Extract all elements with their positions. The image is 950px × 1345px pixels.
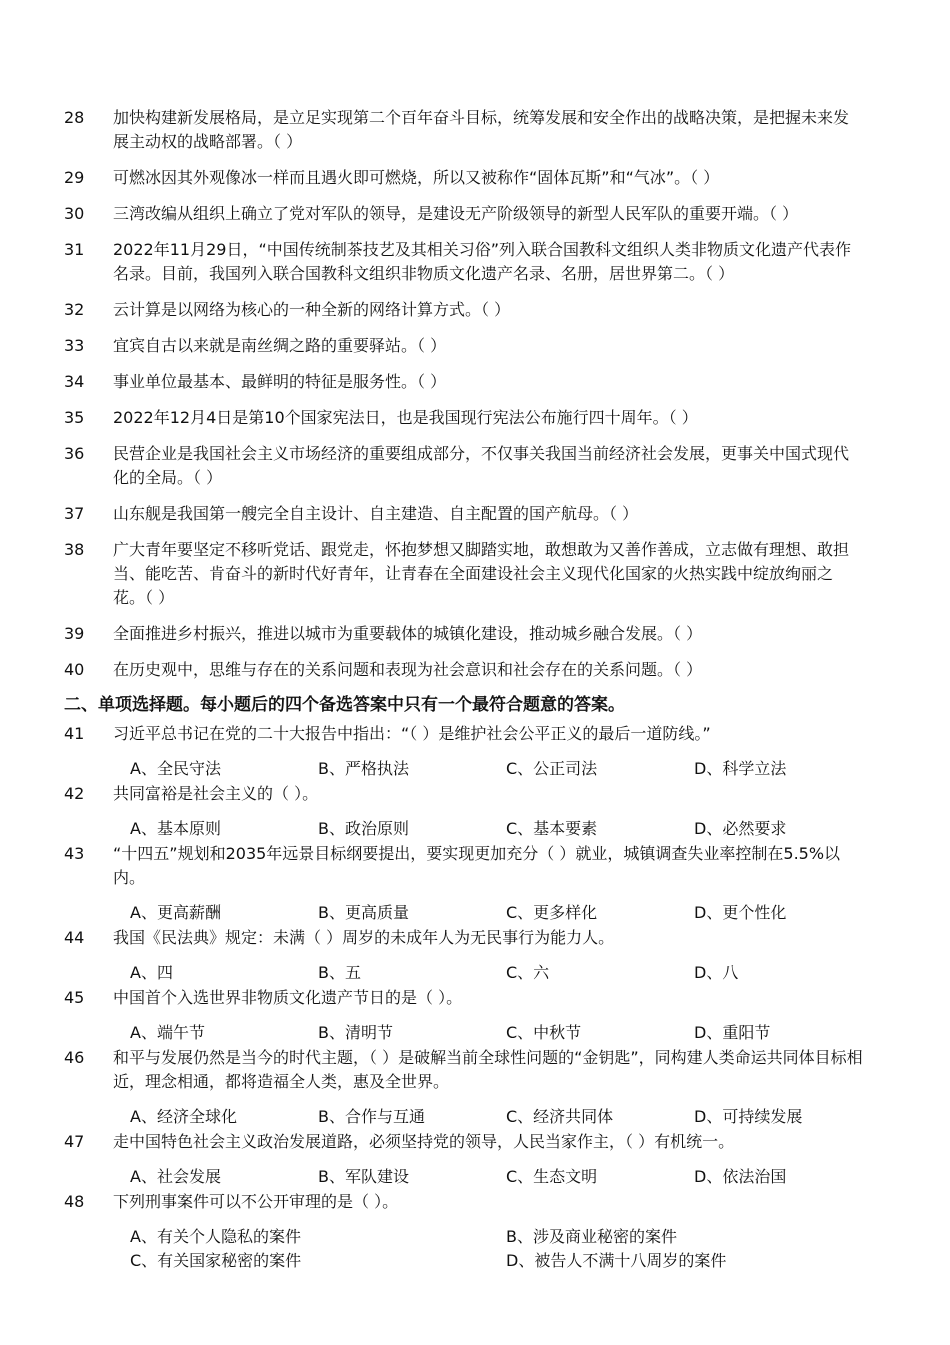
options-row [130,1165,890,1189]
option-b[interactable]: B、合作与互通 [318,1107,425,1126]
option-d[interactable]: D、被告人不满十八周岁的案件 [506,1251,727,1270]
question-text: 可燃冰因其外观像冰一样而且遇火即可燃烧，所以又被称作“固体瓦斯”和“气冰”。（ ） [113,168,720,187]
question-number: 44 [64,928,85,947]
option-a[interactable]: A、更高薪酬 [130,903,221,922]
question-number: 28 [64,108,85,127]
option-d[interactable]: D、依法治国 [694,1167,787,1186]
question-text: 走中国特色社会主义政治发展道路，必须坚持党的领导，人民当家作主，（ ）有机统一。 [113,1132,735,1151]
options-row [130,1105,890,1129]
option-b[interactable]: B、严格执法 [318,759,409,778]
option-c[interactable]: C、有关国家秘密的案件 [130,1251,302,1270]
options-row [130,1225,890,1249]
option-b[interactable]: B、五 [318,963,361,982]
question-text: 民营企业是我国社会主义市场经济的重要组成部分，不仅事关我国当前经济社会发展，更事关中国式现代化的全局。（ ） [113,444,850,487]
question-number: 47 [64,1132,85,1151]
question-text: 全面推进乡村振兴，推进以城市为重要载体的城镇化建设，推动城乡融合发展。（ ） [113,624,703,643]
question-text: 习近平总书记在党的二十大报告中指出：“（ ）是维护社会公平正义的最后一道防线。” [113,724,711,743]
option-c[interactable]: C、中秋节 [506,1023,582,1042]
option-d[interactable]: D、更个性化 [694,903,787,922]
options-row [130,1249,890,1273]
option-d[interactable]: D、重阳节 [694,1023,771,1042]
question-number: 29 [64,168,85,187]
question-number: 33 [64,336,85,355]
section-heading: 二、单项选择题。每小题后的四个备选答案中只有一个最符合题意的答案。 [64,695,625,715]
option-a[interactable]: A、有关个人隐私的案件 [130,1227,301,1246]
option-c[interactable]: C、更多样化 [506,903,598,922]
question-number: 34 [64,372,85,391]
option-a[interactable]: A、经济全球化 [130,1107,237,1126]
option-b[interactable]: B、涉及商业秘密的案件 [506,1227,677,1246]
question-number: 43 [64,844,85,863]
option-b[interactable]: B、政治原则 [318,819,409,838]
question-text: 2022年12月4日是第10个国家宪法日，也是我国现行宪法公布施行四十周年。（ ） [113,408,698,427]
question-text: 宜宾自古以来就是南丝绸之路的重要驿站。（ ） [113,336,447,355]
option-b[interactable]: B、清明节 [318,1023,393,1042]
question-text: 共同富裕是社会主义的（ ）。 [113,784,319,803]
question-text: “十四五”规划和2035年远景目标纲要提出，要实现更加充分（ ）就业，城镇调查失业率控制在5.5%以内。 [113,844,841,887]
question-number: 40 [64,660,85,679]
question-text: 2022年11月29日，“中国传统制茶技艺及其相关习俗”列入联合国教科文组织人类非物质文化遗产代表作名录。目前，我国列入联合国教科文组织非物质文化遗产名录、名册，居世界第二。（ ） [113,240,852,283]
option-a[interactable]: A、社会发展 [130,1167,221,1186]
option-a[interactable]: A、基本原则 [130,819,221,838]
question-number: 32 [64,300,85,319]
question-text: 下列刑事案件可以不公开审理的是（ ）。 [113,1192,399,1211]
option-c[interactable]: C、经济共同体 [506,1107,614,1126]
options-row [130,817,890,841]
option-c[interactable]: C、基本要素 [506,819,598,838]
options-row [130,757,890,781]
option-a[interactable]: A、端午节 [130,1023,205,1042]
option-a[interactable]: A、全民守法 [130,759,221,778]
question-number: 46 [64,1048,85,1067]
question-number: 31 [64,240,85,259]
options-row [130,961,890,985]
options-row [130,901,890,925]
question-text: 云计算是以网络为核心的一种全新的网络计算方式。（ ） [113,300,511,319]
question-number: 37 [64,504,85,523]
option-d[interactable]: D、可持续发展 [694,1107,803,1126]
option-c[interactable]: C、公正司法 [506,759,598,778]
question-number: 30 [64,204,85,223]
option-c[interactable]: C、六 [506,963,550,982]
question-number: 42 [64,784,85,803]
question-text: 事业单位最基本、最鲜明的特征是服务性。（ ） [113,372,447,391]
question-number: 41 [64,724,85,743]
option-c[interactable]: C、生态文明 [506,1167,598,1186]
option-b[interactable]: B、更高质量 [318,903,409,922]
question-text: 我国《民法典》规定：未满（ ）周岁的未成年人为无民事行为能力人。 [113,928,615,947]
question-text: 三湾改编从组织上确立了党对军队的领导，是建设无产阶级领导的新型人民军队的重要开端。（ ） [113,204,799,223]
question-number: 36 [64,444,85,463]
option-d[interactable]: D、必然要求 [694,819,787,838]
question-text: 广大青年要坚定不移听党话、跟党走，怀抱梦想又脚踏实地，敢想敢为又善作善成，立志做有理想、敢担当、能吃苦、肯奋斗的新时代好青年，让青春在全面建设社会主义现代化国家的火热实践中绽放绚丽之花。（ ） [113,540,850,607]
question-number: 35 [64,408,85,427]
question-text: 中国首个入选世界非物质文化遗产节日的是（ ）。 [113,988,463,1007]
option-b[interactable]: B、军队建设 [318,1167,409,1186]
option-d[interactable]: D、八 [694,963,739,982]
option-d[interactable]: D、科学立法 [694,759,787,778]
question-text: 加快构建新发展格局，是立足实现第二个百年奋斗目标，统筹发展和安全作出的战略决策，是把握未来发展主动权的战略部署。（ ） [113,108,850,151]
question-number: 39 [64,624,85,643]
question-text: 在历史观中，思维与存在的关系问题和表现为社会意识和社会存在的关系问题。（ ） [113,660,703,679]
question-number: 45 [64,988,85,1007]
option-a[interactable]: A、四 [130,963,173,982]
question-number: 48 [64,1192,85,1211]
options-row [130,1021,890,1045]
question-text: 山东舰是我国第一艘完全自主设计、自主建造、自主配置的国产航母。（ ） [113,504,639,523]
question-text: 和平与发展仍然是当今的时代主题，（ ）是破解当前全球性问题的“金钥匙”，同构建人类命运共同体目标相近，理念相通，都将造福全人类，惠及全世界。 [113,1048,863,1091]
question-number: 38 [64,540,85,559]
